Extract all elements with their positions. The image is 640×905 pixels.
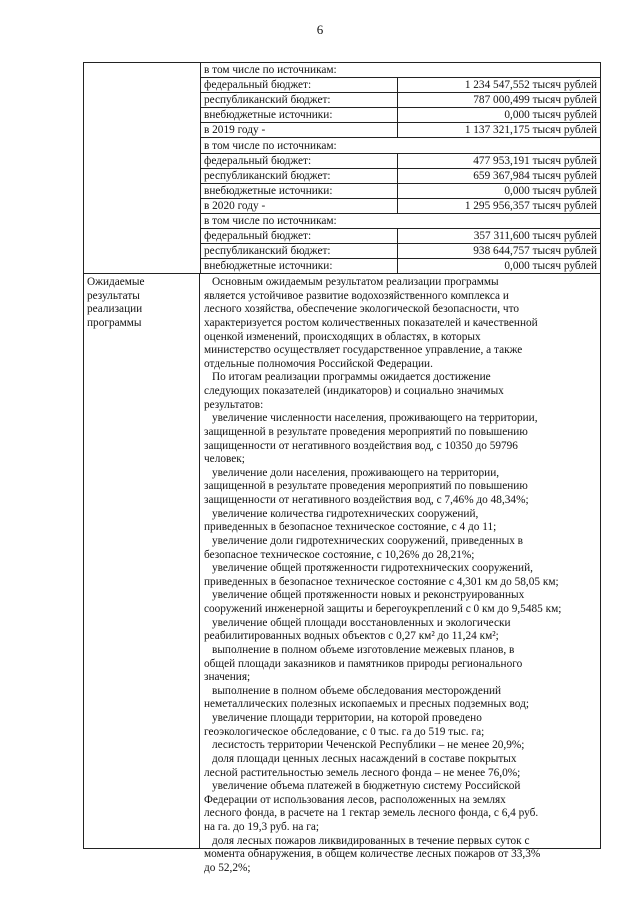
result-paragraph [204,685,598,712]
result-paragraph [204,739,598,753]
text-line: характеризуется ростом количественных показателей и качественной [204,316,538,329]
left-column-empty [84,63,201,274]
finance-label: внебюджетные источники: [201,183,398,198]
page-number: 6 [316,22,324,37]
text-line: реабилитированных водных объектов с 0,27 км² до 11,24 км²; [204,630,499,643]
label-line: программы [87,316,142,329]
text-line: По итогам реализации программы ожидается достижение [212,371,491,384]
finance-label: республиканский бюджет: [201,93,398,108]
finance-amount: 0,000 тысяч рублей [398,108,601,123]
text-line: выполнение в полном объеме обследования месторождений [212,684,502,697]
label-line: результаты [87,289,140,302]
text-line: доля лесных пожаров ликвидированных в течение первых суток с [212,834,530,847]
result-paragraph [204,535,598,562]
text-line: Основным ожидаемым результатом реализации программы [212,276,499,288]
text-line: увеличение площади территории, на которой проведено [212,712,482,724]
text-line: защищенной в результате проведения мероприятий по повышению [204,480,528,493]
finance-amount: 477 953,191 тысяч рублей [398,153,601,168]
result-paragraph [204,412,598,467]
finance-label: в 2019 году - [201,123,398,138]
finance-amount: 357 311,600 тысяч рублей [398,229,601,244]
text-line: момента обнаружения, в общем количестве лесных пожаров от 33,3% [204,848,541,861]
result-paragraph [204,276,598,371]
text-line: Федерации от использования лесов, расположенных на землях [204,793,506,806]
result-paragraph [204,753,598,780]
text-line: является устойчивое развитие водохозяйственного комплекса и [204,289,509,302]
finance-label: внебюджетные источники: [201,259,398,274]
text-line: лесной растительностью земель лесного фонда – не менее 76,0%; [204,766,521,779]
result-paragraph [204,508,598,535]
text-line: приведенных в безопасное техническое состояние, с 4 до 11; [204,521,497,534]
result-paragraph [204,562,598,589]
text-line: увеличение доли населения, проживающего на территории, [212,466,500,479]
finance-amount: 1 234 547,552 тысяч рублей [398,78,601,93]
finance-label: республиканский бюджет: [201,168,398,183]
text-line: министерство осуществляет государственное управление, а также [204,344,523,357]
result-paragraph [204,644,598,685]
finance-amount: 1 137 321,175 тысяч рублей [398,123,601,138]
text-line: увеличение численности населения, проживающего на территории, [212,412,538,425]
result-paragraph [204,467,598,508]
result-paragraph [204,371,598,412]
text-line: увеличение общей протяженности новых и реконструированных [212,589,525,602]
finance-label: федеральный бюджет: [201,229,398,244]
text-line: на га. до 19,3 руб. на га; [204,821,320,833]
sources-heading: в том числе по источникам: [201,138,601,153]
result-paragraph [204,589,598,616]
text-line: увеличение объема платежей в бюджетную систему Российской [212,780,521,793]
result-paragraph [204,712,598,739]
text-line: человек; [204,453,245,466]
text-line: доля площади ценных лесных насаждений в составе покрытых [212,752,517,765]
text-line: выполнение в полном объеме изготовление межевых планов, в [212,643,515,656]
finance-label: в 2020 году - [201,198,398,213]
expected-results-label [84,274,200,848]
result-paragraph [204,617,598,644]
text-line: геоэкологическое обследование, с 0 тыс. га до 519 тыс. га; [204,725,485,738]
text-line: увеличение общей площади восстановленных и экологически [212,616,511,629]
text-line: защищенности от негативного воздействия вод, с 7,46% до 48,34%; [204,494,529,506]
label-line: реализации [87,303,143,316]
financing-table [83,62,601,274]
text-line: безопасное техническое состояние, с 10,26% до 28,21%; [204,548,475,561]
text-line: неметаллических полезных ископаемых и пресных подземных вод; [204,698,529,711]
text-line: результатов: [204,398,264,411]
sources-heading: в том числе по источникам: [201,213,601,228]
text-line: защищенности от негативного воздействия вод, с 10350 до 59796 [204,439,518,452]
finance-label: федеральный бюджет: [201,153,398,168]
expected-results-row [83,274,601,874]
result-paragraph [204,835,598,876]
text-line: приведенных в безопасное техническое состояние с 4,301 км до 58,05 км; [204,575,559,588]
text-line: увеличение доли гидротехнических сооружений, приведенных в [212,534,523,547]
text-line: увеличение количества гидротехнических сооружений, [212,507,479,520]
finance-amount: 659 367,984 тысяч рублей [398,168,601,183]
label-line: Ожидаемые [87,276,145,288]
finance-amount: 938 644,757 тысяч рублей [398,244,601,259]
text-line: до 52,2%; [204,861,251,874]
finance-amount: 1 295 956,357 тысяч рублей [398,198,601,213]
text-line: оценкой изменений, происходящих в областях, в которых [204,330,481,343]
finance-row [84,63,601,78]
finance-amount: 0,000 тысяч рублей [398,183,601,198]
finance-label: республиканский бюджет: [201,244,398,259]
text-line: лесного хозяйства, обеспечение экологической безопасности, что [204,303,520,316]
finance-amount: 787 000,499 тысяч рублей [398,93,601,108]
result-paragraph [204,780,598,835]
sources-heading: в том числе по источникам: [201,63,601,78]
finance-label: федеральный бюджет: [201,78,398,93]
text-line: отдельные полномочия Российской Федерации. [204,357,433,370]
text-line: сооружений инженерной защиты и берегоукреплений с 0 км до 9,5485 км; [204,603,562,615]
expected-results-text [204,276,598,876]
text-line: следующих показателей (индикаторов) и социально значимых [204,385,504,397]
text-line: значения; [204,671,251,684]
text-line: защищенной в результате проведения мероприятий по повышению [204,425,528,438]
text-line: общей площади заказников и памятников природы регионального [204,657,523,670]
text-line: лесистость территории Чеченской Республики – не менее 20,9%; [212,739,525,752]
text-line: увеличение общей протяженности гидротехнических сооружений, [212,562,533,575]
text-line: лесного фонда, в расчете на 1 гектар земель лесного фонда, с 6,4 руб. [204,807,539,820]
finance-amount: 0,000 тысяч рублей [398,259,601,274]
finance-label: внебюджетные источники: [201,108,398,123]
